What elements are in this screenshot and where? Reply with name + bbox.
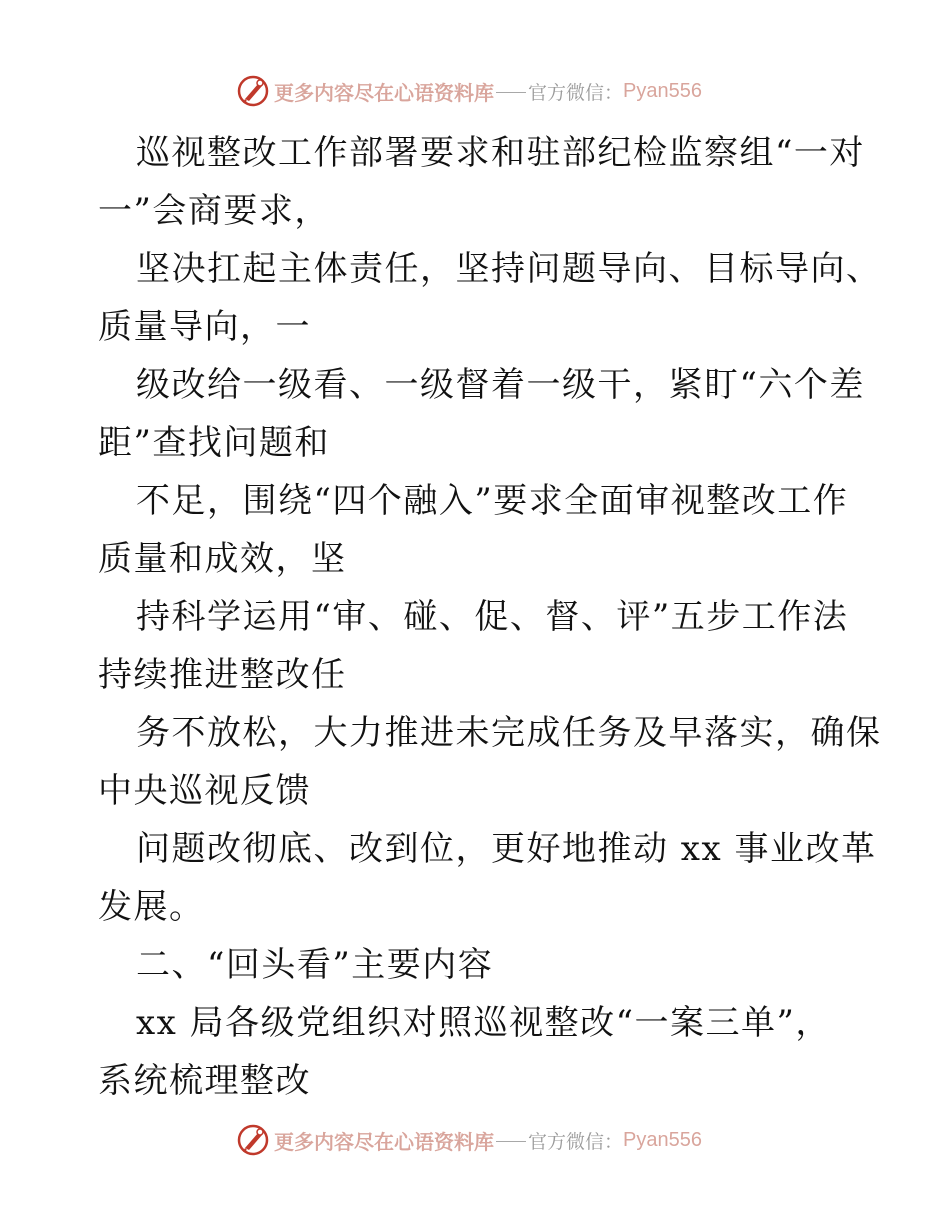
document-body — [98, 124, 882, 1110]
watermark-contact-label: 官方微信： — [528, 81, 624, 104]
text-line: 发展。 — [98, 887, 205, 927]
text-line: 质量和成效，坚 — [98, 539, 347, 579]
text-line: 质量导向，一 — [98, 307, 311, 347]
watermark-footer — [236, 1123, 702, 1157]
watermark-brand: 更多内容尽在心语资料库 — [274, 80, 494, 105]
watermark-wechat-id: Pyan556 — [623, 1128, 702, 1151]
section-heading: 二、“回头看”主要内容 — [136, 945, 494, 985]
watermark-dash — [496, 1141, 526, 1142]
text-line: 问题改彻底、改到位，更好地推动 xx 事业改革 — [136, 829, 877, 869]
text-line: 坚决扛起主体责任，坚持问题导向、目标导向、 — [136, 249, 882, 289]
text-line: 务不放松，大力推进未完成任务及早落实，确保 — [136, 713, 882, 753]
watermark-brand: 更多内容尽在心语资料库 — [274, 1129, 494, 1154]
text-line: 距”查找问题和 — [98, 423, 330, 463]
text-line: 系统梳理整改 — [98, 1061, 311, 1101]
quill-pen-circle-icon — [236, 1123, 270, 1157]
text-line: 巡视整改工作部署要求和驻部纪检监察组“一对 — [136, 133, 865, 173]
watermark-header — [236, 74, 702, 108]
text-line: xx 局各级党组织对照巡视整改“一案三单”， — [136, 1003, 831, 1043]
text-line: 中央巡视反馈 — [98, 771, 311, 811]
text-line: 持科学运用“审、碰、促、督、评”五步工作法 — [136, 597, 849, 637]
text-line: 持续推进整改任 — [98, 655, 347, 695]
text-line: 一”会商要求， — [98, 191, 330, 231]
watermark-dash — [496, 92, 526, 93]
watermark-wechat-id: Pyan556 — [623, 79, 702, 102]
watermark-contact-label: 官方微信： — [528, 1130, 624, 1153]
quill-pen-circle-icon — [236, 74, 270, 108]
text-line: 级改给一级看、一级督着一级干，紧盯“六个差 — [136, 365, 865, 405]
text-line: 不足，围绕“四个融入”要求全面审视整改工作 — [136, 481, 849, 521]
